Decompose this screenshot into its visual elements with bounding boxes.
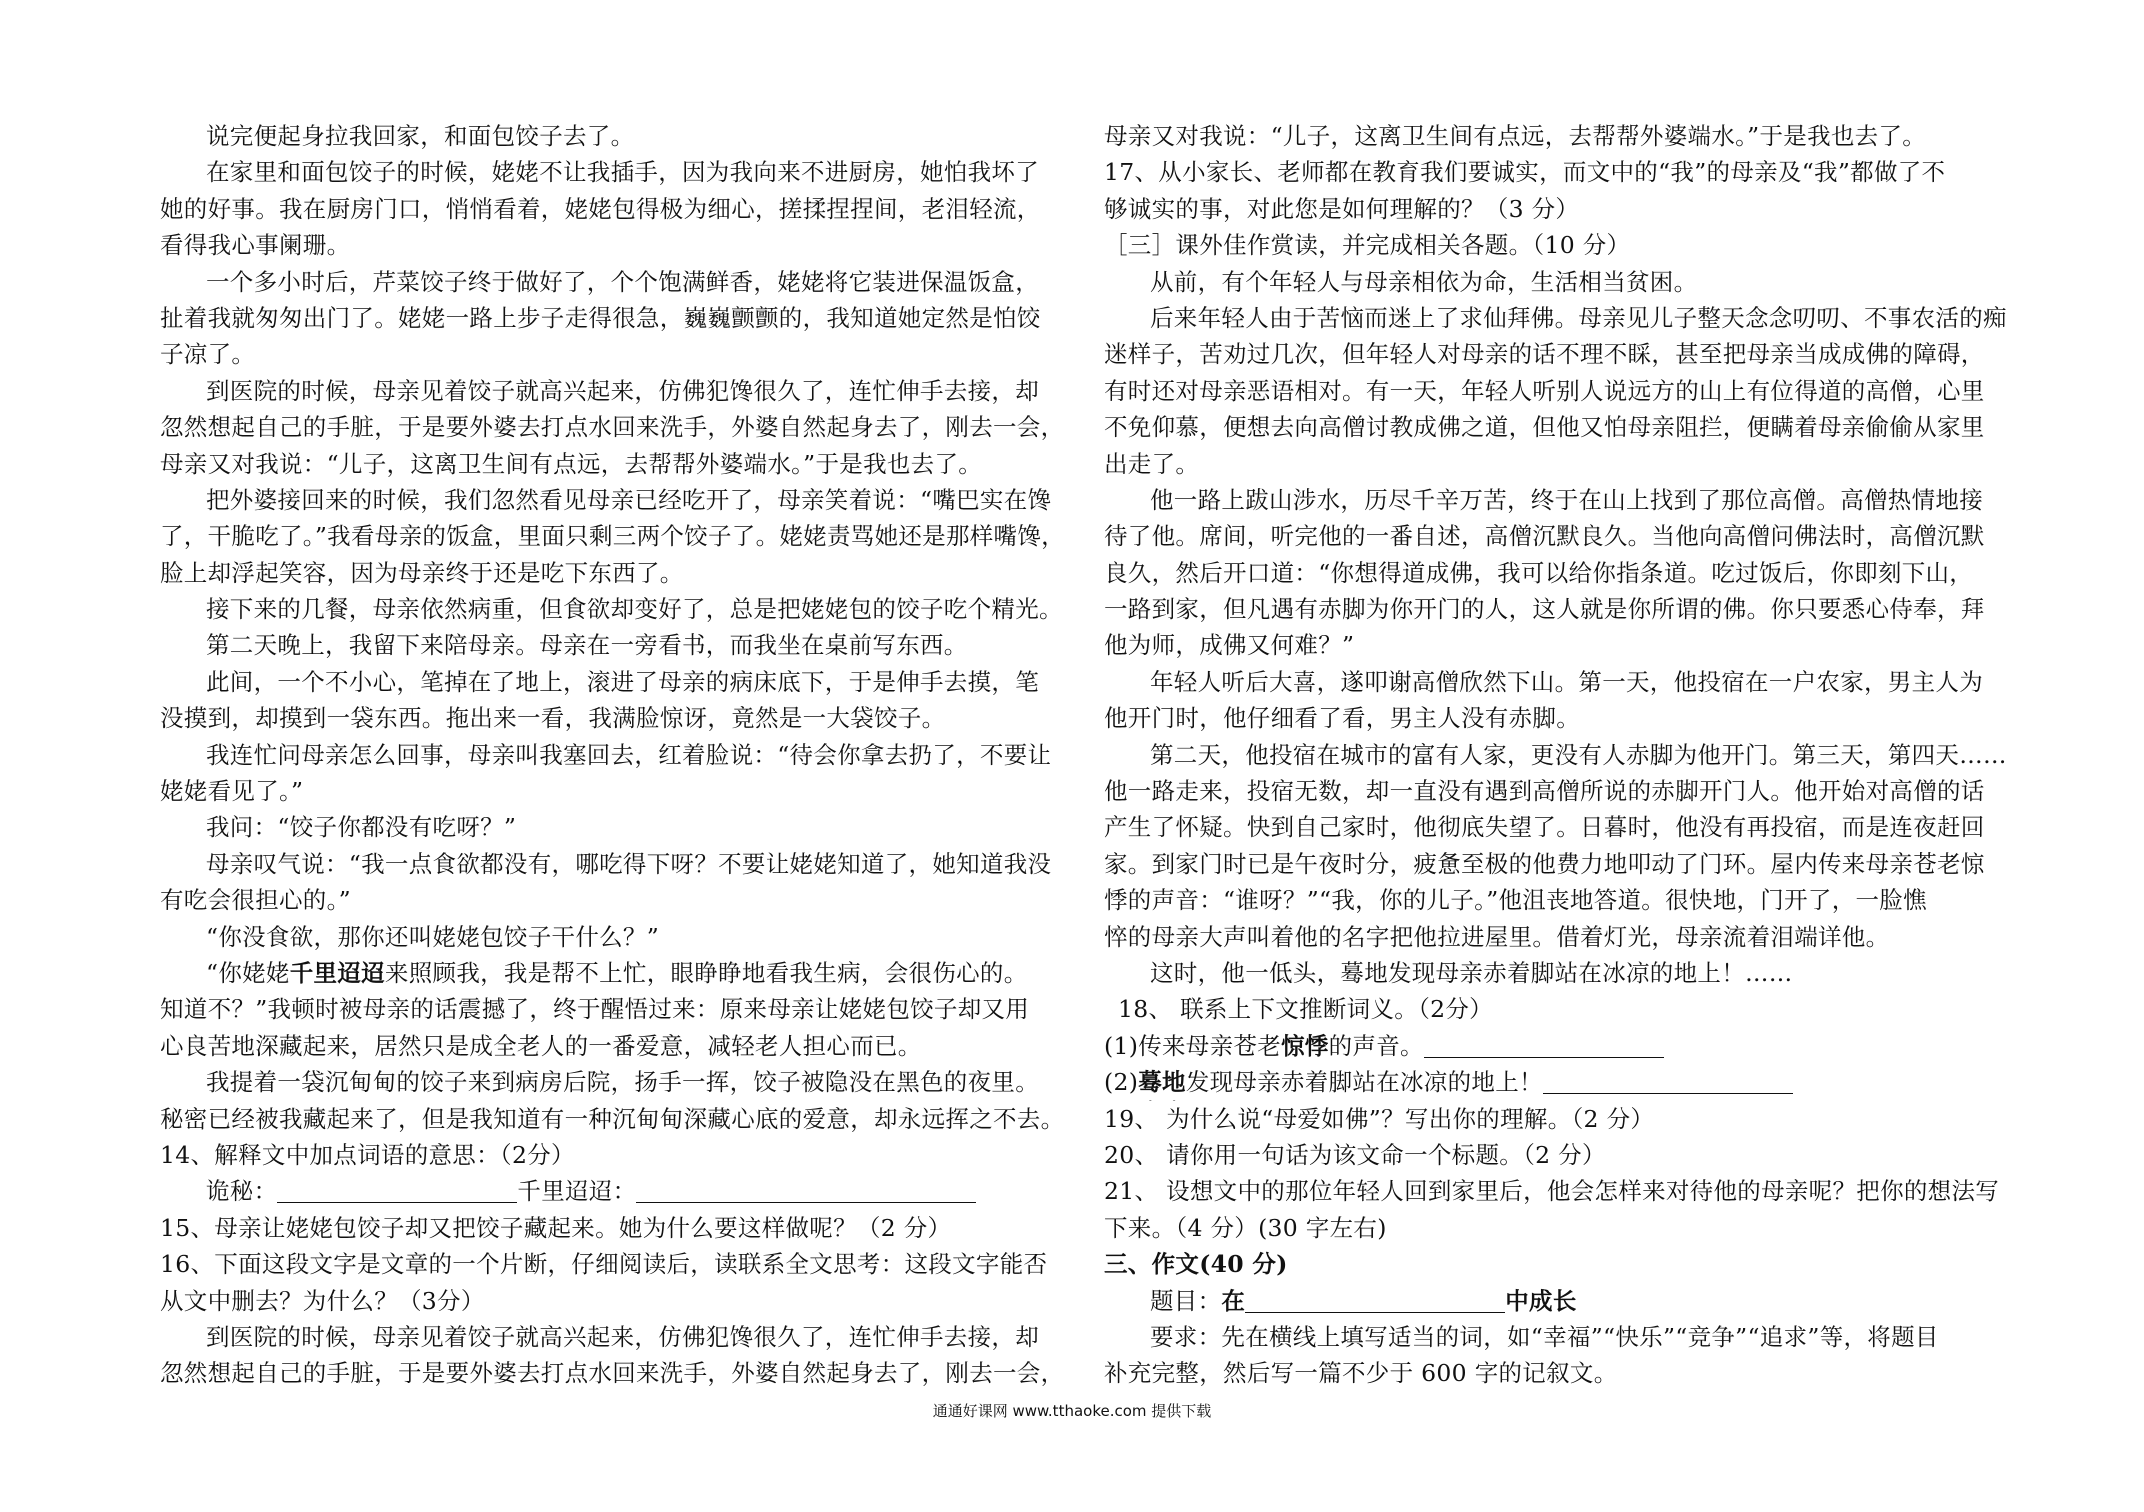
paragraph-line: 说完便起身拉我回家，和面包饺子去了。 <box>206 122 635 150</box>
paragraph-line: 看得我心事阑珊。 <box>160 231 351 260</box>
paragraph-line: 脸上却浮起笑容，因为母亲终于还是吃下东西了。 <box>160 558 684 587</box>
footer-credit: 通通好课网 www.tthaoke.com 提供下载 <box>932 1402 1212 1420</box>
section-three-heading: 三、作文(40 分) <box>1104 1250 1288 1279</box>
paragraph-line: 这时，他一低头，蓦地发现母亲赤着脚站在冰凉的地上！…… <box>1150 958 1793 987</box>
paragraph-line: 待了他。席间，听完他的一番自述，高僧沉默良久。当他向高僧问佛法时，高僧沉默 <box>1104 522 1985 551</box>
paragraph-line: 有吃会很担心的。” <box>160 886 351 915</box>
paragraph-line: 家。到家门时已是午夜时分，疲惫至极的他费力地叩动了门环。屋内传来母亲苍老惊 <box>1104 849 1985 878</box>
paragraph-line: 没摸到，却摸到一袋东西。拖出来一看，我满脸惊讶，竟然是一大袋饺子。 <box>160 704 946 733</box>
paragraph-line: 出走了。 <box>1104 449 1200 478</box>
paragraph-line: 第二天，他投宿在城市的富有人家，更没有人赤脚为他开门。第三天，第四天…… <box>1150 740 2007 769</box>
paragraph-line: 他一路上跋山涉水，历尽千辛万苦，终于在山上找到了那位高僧。高僧热情地接 <box>1150 485 1983 514</box>
question-18: 18、 联系上下文推断词义。（2分） <box>1118 995 1493 1024</box>
paragraph-line: 一路到家，但凡遇有赤脚为你开门的人，这人就是你所谓的佛。你只要悉心侍奉，拜 <box>1104 595 1985 624</box>
paragraph-line: 在家里和面包饺子的时候，姥姥不让我插手，因为我向来不进厨房，她怕我坏了 <box>206 158 1039 187</box>
paragraph-line: 心良苦地深藏起来，居然只是成全老人的一番爱意，减轻老人担心而已。 <box>160 1031 922 1060</box>
paragraph-line: 我连忙问母亲怎么回事，母亲叫我塞回去，红着脸说：“待会你拿去扔了，不要让 <box>206 740 1052 769</box>
emphasized-word: 蓦地 <box>1138 1068 1186 1097</box>
paragraph-line: 把外婆接回来的时候，我们忽然看见母亲已经吃开了，母亲笑着说：“嘴巴实在馋 <box>206 485 1052 514</box>
paragraph-line: 姥姥看见了。” <box>160 777 304 806</box>
paragraph-line: 迷样子，苦劝过几次，但年轻人对母亲的话不理不睬，甚至把母亲当成成佛的障碍， <box>1104 340 1985 369</box>
paragraph-line: 一个多小时后，芹菜饺子终于做好了，个个饱满鲜香，姥姥将它装进保温饭盒， <box>206 267 1039 296</box>
paragraph-line: 了，干脆吃了。”我看母亲的饭盒，里面只剩三两个饺子了。姥姥责骂她还是那样嘴馋， <box>160 522 1065 551</box>
paragraph-line: 第二天晚上，我留下来陪母亲。母亲在一旁看书，而我坐在桌前写东西。 <box>206 631 968 660</box>
paragraph-line: 接下来的几餐，母亲依然病重，但食欲却变好了，总是把姥姥包的饺子吃个精光。 <box>206 595 1063 624</box>
excerpt-line: 忽然想起自己的手脏，于是要外婆去打点水回来洗手，外婆自然起身去了，刚去一会， <box>160 1359 1065 1388</box>
paragraph-line: 年轻人听后大喜，遂叩谢高僧欣然下山。第一天，他投宿在一户农家，男主人为 <box>1150 667 1983 696</box>
text-run: (2) <box>1104 1068 1139 1097</box>
essay-title <box>1104 1283 2064 1319</box>
question-17: 17、从小家长、老师都在教育我们要诚实，而文中的“我”的母亲及“我”都做了不 <box>1104 158 1946 187</box>
answer-blank[interactable] <box>277 1176 517 1203</box>
paragraph-line: 子凉了。 <box>160 340 256 369</box>
answer-blank[interactable] <box>1543 1067 1793 1094</box>
question-14-answers <box>160 1173 1120 1209</box>
paragraph-line: 母亲叹气说：“我一点食欲都没有，哪吃得下呀？不要让姥姥知道了，她知道我没 <box>206 849 1052 878</box>
paragraph-line: 产生了怀疑。快到自己家时，他彻底失望了。日暮时，他没有再投宿，而是连夜赶回 <box>1104 813 1985 842</box>
excerpt-line: 到医院的时候，母亲见着饺子就高兴起来，仿佛犯馋很久了，连忙伸手去接，却 <box>206 1322 1039 1351</box>
emphasized-word: 千里迢迢 <box>289 958 385 987</box>
paragraph-line: 他为师，成佛又何难？” <box>1104 631 1355 660</box>
question-21-cont: 下来。（4 分）(30 字左右) <box>1104 1213 1387 1242</box>
text-run: 在 <box>1221 1286 1246 1315</box>
paragraph-line: 后来年轻人由于苦恼而迷上了求仙拜佛。母亲见儿子整天念念叨叨、不事农活的痴 <box>1150 303 2007 332</box>
essay-requirements-cont: 补充完整，然后写一篇不少于 600 字的记叙文。 <box>1104 1359 1618 1388</box>
question-16: 16、下面这段文字是文章的一个片断，仔细阅读后，读联系全文思考：这段文字能否 <box>160 1250 1048 1279</box>
essay-requirements: 要求：先在横线上填写适当的词，如“幸福”“快乐”“竞争”“追求”等，将题目 <box>1150 1322 1939 1351</box>
paragraph-line: 有时还对母亲恶语相对。有一天，年轻人听别人说远方的山上有位得道的高僧，心里 <box>1104 376 1985 405</box>
paragraph-line: “你没食欲，那你还叫姥姥包饺子干什么？” <box>206 922 660 951</box>
text-run: 来照顾我，我是帮不上忙，眼睁睁地看我生病，会很伤心的。 <box>384 958 1028 987</box>
paragraph-line: 母亲又对我说：“儿子，这离卫生间有点远，去帮帮外婆端水。”于是我也去了。 <box>160 449 983 478</box>
question-21: 21、 设想文中的那位年轻人回到家里后，他会怎样来对待他的母亲呢？把你的想法写 <box>1104 1177 2000 1206</box>
paragraph-line: 他一路走来，投宿无数，却一直没有遇到高僧所说的赤脚开门人。他开始对高僧的话 <box>1104 777 1985 806</box>
paragraph-line: 忽然想起自己的手脏，于是要外婆去打点水回来洗手，外婆自然起身去了，刚去一会， <box>160 413 1065 442</box>
section-heading: ［三］课外佳作赏读，并完成相关各题。（10 分） <box>1104 231 1631 260</box>
question-14: 14、解释文中加点词语的意思：（2分） <box>160 1140 575 1169</box>
paragraph-line <box>160 955 1120 991</box>
question-18-2 <box>1104 1064 2064 1100</box>
question-19: 19、 为什么说“母爱如佛”？写出你的理解。（2 分） <box>1104 1104 1655 1133</box>
paragraph-line: 我提着一袋沉甸甸的饺子来到病房后院，扬手一挥，饺子被隐没在黑色的夜里。 <box>206 1068 1039 1097</box>
paragraph-line: 到医院的时候，母亲见着饺子就高兴起来，仿佛犯馋很久了，连忙伸手去接，却 <box>206 376 1039 405</box>
answer-blank[interactable] <box>636 1176 976 1203</box>
paragraph-line: 她的好事。我在厨房门口，悄悄看着，姥姥包得极为细心，搓揉捏捏间，老泪轻流， <box>160 194 1041 223</box>
paragraph-line: 秘密已经被我藏起来了，但是我知道有一种沉甸甸深藏心底的爱意，却永远挥之不去。 <box>160 1104 1065 1133</box>
paragraph-line: 母亲又对我说：“儿子，这离卫生间有点远，去帮帮外婆端水。”于是我也去了。 <box>1104 122 1927 150</box>
right-column <box>1104 118 2064 1392</box>
paragraph-line: 良久，然后开口道：“你想得道成佛，我可以给你指条道。吃过饭后，你即刻下山， <box>1104 558 1974 587</box>
paragraph-line: 悴的母亲大声叫着他的名字把他拉进屋里。借着灯光，母亲流着泪端详他。 <box>1104 922 1890 951</box>
title-blank[interactable] <box>1245 1286 1505 1313</box>
text-run: “你姥姥 <box>206 958 290 987</box>
text-run: 中成长 <box>1505 1286 1577 1315</box>
paragraph-line: 悸的声音：“谁呀？”“我，你的儿子。”他沮丧地答道。很快地，门开了，一脸憔 <box>1104 886 1927 915</box>
question-20: 20、 请你用一句话为该文命一个标题。（2 分） <box>1104 1140 1606 1169</box>
text-run: 的声音。 <box>1328 1031 1424 1060</box>
question-15: 15、母亲让姥姥包饺子却又把饺子藏起来。她为什么要这样做呢？（2 分） <box>160 1213 952 1242</box>
emphasized-word: 惊悸 <box>1281 1031 1329 1060</box>
answer-blank[interactable] <box>1424 1031 1664 1058</box>
paragraph-line: 此间，一个不小心，笔掉在了地上，滚进了母亲的病床底下，于是伸手去摸，笔 <box>206 667 1039 696</box>
paragraph-line: 扯着我就匆匆出门了。姥姥一路上步子走得很急，巍巍颤颤的，我知道她定然是怕饺 <box>160 303 1041 332</box>
paragraph-line: 从前，有个年轻人与母亲相依为命，生活相当贫困。 <box>1150 267 1698 296</box>
text-run: 题目： <box>1150 1286 1222 1315</box>
answer-label: 千里迢迢： <box>517 1177 637 1206</box>
paragraph-line: 知道不？”我顿时被母亲的话震撼了，终于醒悟过来：原来母亲让姥姥包饺子却又用 <box>160 995 1030 1024</box>
left-column <box>160 118 1120 1392</box>
question-16-cont: 从文中删去？为什么？（3分） <box>160 1286 485 1315</box>
question-17-cont: 够诚实的事，对此您是如何理解的？（3 分） <box>1104 194 1580 223</box>
question-18-1 <box>1104 1028 2064 1064</box>
text-run: 发现母亲赤着脚站在冰凉的地上！ <box>1185 1068 1543 1097</box>
text-run: (1)传来母亲苍老 <box>1104 1031 1281 1060</box>
paragraph-line: 我问：“饺子你都没有吃呀？” <box>206 813 517 842</box>
answer-label: 诡秘： <box>206 1177 278 1206</box>
paragraph-line: 他开门时，他仔细看了看，男主人没有赤脚。 <box>1104 704 1580 733</box>
paragraph-line: 不免仰慕，便想去向高僧讨教成佛之道，但他又怕母亲阻拦，便瞒着母亲偷偷从家里 <box>1104 413 1985 442</box>
